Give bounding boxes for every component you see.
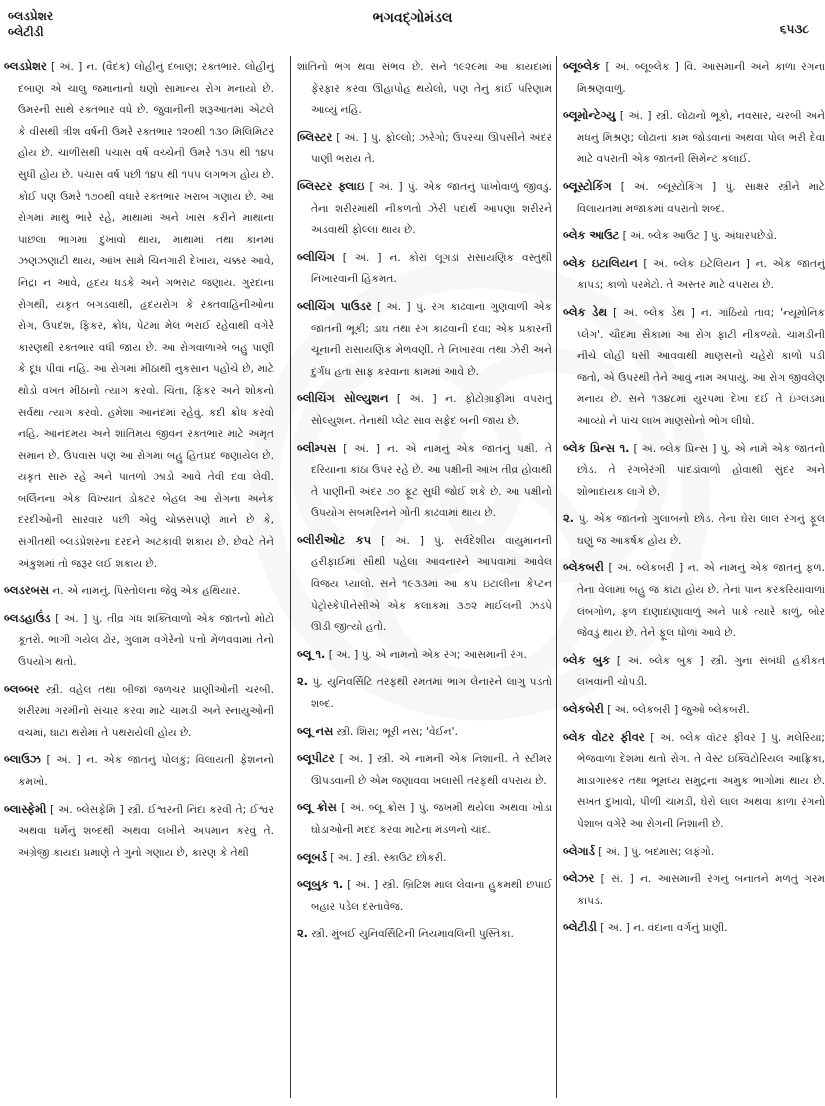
page-number: ૬૫૩૮ [779, 22, 809, 36]
dictionary-entry [4, 749, 274, 793]
dictionary-entry [563, 508, 825, 552]
entry-definition: [ અં. ] સ્ત્રી. એ નામની એક નિશાની. તે સ્ટીમર ઊપડવાની છે એમ જણાવવા ખલાસી તરફથી વપરાય છે. [311, 753, 552, 787]
entry-definition: [ અં. બ્લેક પ્રિન્સ ] પું. એ નામે એક જાતનો છોડ. તે રંગબેરંગી પાંદડાંવાળો હોવાથી સુંદર અને શોભાદાયક લાગે છે. [577, 442, 825, 498]
entry-definition: [ અં. ] ન. એ નામનું એક જાતનું પક્ષી. તે દરિયાના કાંઠા ઉપર રહે છે. આ પક્ષીની આંખ તીવ્ર હોવાથી તે પાણીની અંદર ૭૦ ફૂટ સુધી જોઈ શકે છે. આ પક્ષીનો ઉપયોગ સબમરિનને ગોતી કાઢવામાં થાય છે. [311, 442, 552, 520]
entry-definition: [ અં. ] ન. વંદાના વર્ગનું પ્રાણી. [600, 922, 728, 935]
entry-headword: બ્લીચિંગ પાઉડર [297, 298, 372, 313]
entry-headword: બ્લૂસ્ટોકિંગ [563, 178, 612, 193]
dictionary-entry [297, 56, 552, 122]
column-2 [290, 56, 552, 1098]
entry-definition: [ અં. બ્લૂબ્લેક ] વિ. આસમાની અને કાળા રંગના મિશ્રણવાળું. [577, 61, 825, 95]
dictionary-entry [297, 748, 552, 792]
entry-headword: બ્લીમ્પસ [297, 440, 337, 455]
entry-definition: [ અં. ] પું. સર્વદેશીય વાયુમાનની હરીફાઈમાં સૌથી પહેલા આવનારને આપવામાં આવેલ વિજય પ્યાલો. સને ૧૯૩૩માં આ કપ ઇટાલીના કેપ્ટન પેટ્રોસ્કેપીનેસીએ એક કલાકમાં ૩૭૨ માઈલની ઝડપે ઊડી જીત્યો હતો. [311, 534, 552, 634]
entry-definition: [ અં. ] સ્ત્રી. લોઢાનો ભૂકો, નવસાર, ચરબી અને મધનું મિશ્રણ; લોઢાનાં કામ જોડવાનાં અથવા પોલ ભરી દેવા માટે વપરાતી એક જાતની સિમેન્ટ કલાઈ. [577, 110, 825, 166]
entry-definition: શાંતિનો ભંગ થવા સંભવ છે. સને ૧૯૨૯માં આ કાયદામાં ફેરફાર કરવા ઊહાપોહ થયેલો, પણ તેનું કાંઈ પરિણામ આવ્યું નહિ. [297, 61, 552, 117]
dictionary-entry [563, 302, 825, 433]
entry-definition: [ અં. ] પું. રંગ કાઢવાના ગુણવાળી એક જાતની ભૂકી; ડાઘ તથા રંગ કાઢવાની દવા; એક પ્રકારની ચૂનાની રાસાયણિક મેળવણી. તે નિખારવા તથા ઝેરી અને દુર્ગંધ હતા સાફ કરવાના કામમાં આવે છે. [311, 300, 552, 378]
guide-word-first: બ્લડપ્રેશર [8, 9, 54, 23]
entry-headword: બ્લાઉઝ [4, 752, 41, 767]
entry-headword: બ્લેકબેરી [563, 702, 604, 717]
entry-headword: ૨. [563, 511, 575, 526]
entry-headword: બ્લેક પ્રિન્સ ૧. [563, 440, 630, 455]
entry-definition: [ અં. ] ન. ફોટોગ્રાફીમાં વપરાતું સોલ્યુશન. તેનાથી પ્લેટ સાવ સફેદ બની જાય છે. [311, 393, 552, 427]
entry-definition: સ્ત્રી. વહેલ તથા બીજાં જળચર પ્રાણીઓની ચરબી. શરીરમાં ગરમીનો સંચાર કરવા માટે ચામડી અને સ્નાયુઓની વચમાં, ઘાટા થરોમાં તે પથરાયેલી હોય છે. [18, 683, 274, 739]
entry-definition: [ અં. બ્લેક વૉટર ફીવર ] પું. મલેરિયા; ભેજવાળા દેશમાં થતો રોગ. તે વેસ્ટ ઇક્વિટોરિયલ આફ્રિકા, માડાગાસ્કર તથા ભૂમધ્ય સમુદ્રના અમુક ભાગોમાં થાય છે. સખત દુખાવો, પીળી ચામડી, ઘેરો લાલ અથવા કાળા રંગનો પેશાબ વગેરે આ રોગની નિશાની છે. [577, 731, 825, 830]
dictionary-entry [563, 105, 825, 171]
entry-definition: સ્ત્રી. શિરા; ભૂરી નસ; 'વેઈન'. [336, 725, 458, 738]
column-3 [556, 56, 825, 1098]
dictionary-entry [297, 388, 552, 432]
entry-definition: [ અં. ] પું. બદમાસ; લફંગો. [598, 845, 715, 858]
entry-headword: બ્લેક ડેથ [563, 304, 608, 319]
dictionary-entry [297, 127, 552, 171]
entry-headword: બ્લૂબર્ડ [297, 849, 327, 864]
entry-headword: બ્લેક ઇટાલિયન [563, 255, 638, 270]
entry-headword: બ્લડહાઉંડ [4, 610, 51, 625]
dictionary-entry [563, 557, 825, 644]
dictionary-entry [4, 580, 274, 603]
dictionary-entry [297, 247, 552, 291]
dictionary-entry [4, 679, 274, 745]
dictionary-entry [297, 530, 552, 639]
entry-definition: [ અં. બ્લેક ડેથ ] ન. ગાંઠિયો તાવ; 'ન્યૂમોનિક પ્લેગ'. ચૌદમા સૈકામાં આ રોગ ફાટી નીકળ્યો. ચામડીની નીચે લોહી ધસી આવવાથી માણસનો ચહેરો કાળો પડી જતો, એ ઉપરથી તેને આવું નામ અપાયું. આ રોગ જીવલેણ મનાય છે. સને ૧૩૪૮માં યુરપમાં દેખા દઈ તે ઇંગ્લંડમાં આવ્યો ને પાંચ લાખ માણસોનો ભોગ લીધો. [577, 306, 825, 427]
entry-definition: [ અં. ] પું. એ નામનો એક રંગ; આસમાની રંગ. [328, 648, 527, 661]
entry-definition: પું. એક જાતનો ગુલાબનો છોડ. તેના ઘેરા લાલ રંગનું ફૂલ ઘણું જ આકર્ષક હોય છે. [577, 513, 825, 547]
entry-headword: બ્લેક આઉટ [563, 228, 620, 243]
entry-headword: બ્લિસ્ટર [297, 129, 333, 144]
dictionary-entry [563, 699, 825, 722]
dictionary-entry [297, 296, 552, 383]
entry-definition: [ અં. બ્લેક આઉટ ] પું. અંધારપછેડો. [622, 230, 777, 243]
entry-definition: [ અં. બ્લેક ઇટેલિયન ] ન. એક જાતનું કાપડ; કાળો પરમેટો. તે અસ્તર માટે વપરાય છે. [577, 257, 825, 292]
entry-headword: બ્લબ્બર [4, 681, 40, 696]
entry-definition: [ અં. બ્લેક બુક ] સ્ત્રી. ગુના સંબંધી હકીકત લખવાની ચોપડી. [577, 654, 825, 689]
dictionary-entry [563, 56, 825, 100]
entry-headword: બ્લડરબસ [4, 583, 50, 598]
dictionary-entry [297, 923, 552, 946]
entry-headword: ૨. [297, 674, 309, 689]
entry-headword: બ્લીચિંગ [297, 249, 335, 264]
entry-definition: [ અં. ] ન. (વૈદક) લોહીનું દબાણ; રક્તભાર. લોહીનું દબાણ એ ચાલુ જમાનાનો ઘણો સામાન્ય રોગ મનાયો છે. ઉમરની સાથે રક્તભાર વધે છે. જુવાનીની શરૂઆતમાં એટલે કે વીસથી ત્રીશ વર્ષની ઉમરે રક્તભાર ૧૨૦થી ૧૩૦ મિલિમિટર હોય છે. ચાળીસથી પચાસ વર્ષ વચ્ચેની ઉમરે ૧૩૫ થી ૧૪૫ સુધી હોય છે. પચાસ વર્ષ પછી ૧૪૫ થી ૧૫૫ લગભગ હોય છે. કોઈ પણ ઉમરે ૧૭૦થી વધારે રક્તભાર ખરાબ ગણાય છે. આ રોગમાં માથું ભારે રહે, માથામાં અને ખાસ કરીને માથાના પાછલા ભાગમાં દુખાવો થાય, માથામાં તથા કાનમાં ઝણઝણાટી થાય, આંખ સામે ચિનગારી દેખાય, ચક્કર આવે, નિદ્રા ન આવે, હૃદય ધડકે અને ગભરાટ જણાય. ગુરદાના રોગથી, યકૃત બગડવાથી, હૃદયરોગ કે રક્તવાહિનીઓના રોગ, ઉપદંશ, ફિકર, ક્રોધ, પેટમાં મેલ ભરાઈ રહેવાથી વગેરે કારણથી રક્તભાર વધી જાય છે. આ રોગવાળાએ બહુ પાણી કે દૂધ પીવાં નહિ. આ રોગમાં મીઠાથી નુકસાન પહોંચે છે, માટે થોડો વખત મીઠાનો ત્યાગ કરવો. ચિંતા, ફિકર અને શોકનો સર્વથા ત્યાગ કરવો. હમેશા આનંદમાં રહેવું. કદી ક્રોધ કરવો નહિ. આનંદમય અને શાંતિમય જીવન રક્તભાર માટે અમૃત સમાન છે. ઉપવાસ પણ આ રોગમાં બહુ હિતપ્રદ જણાયેલ છે. યકૃત સારું રહે અને પાતળો ઝાડો આવે તેવી દવા લેવી. બર્લિનના એક વિખ્યાત ડોક્ટર બેહલ આ રોગના અનેક દરદીઓની સારવાર પછી એવું ચોક્કસપણે માને છે કે, સંગીતથી બ્લડપ્રેશરના દરદને અટકાવી શકાય છે. છેવટે તેને અંકુશમાં તો જરૂર લઈ શકાય છે. [18, 61, 275, 570]
entry-headword: બ્લૂબ્લેક [563, 59, 601, 73]
entry-definition: [ અં. બ્લેસફેમિ ] સ્ત્રી. ઈશ્વરની નિંદા કરવી તે; ઈશ્વર અથવા ધર્મનું શબ્દથી અથવા લખીને અપમાન કરવું તે. અંગ્રેજી કાયદા પ્રમાણે તે ગુનો ગણાય છે, કારણ કે તેથી [18, 803, 274, 859]
entry-headword: બ્લીરીઓટ કપ [297, 532, 372, 547]
entry-definition: પું. યુનિવર્સિટિ તરફથી રમતમાં ભાગ લેનારને લાગુ પડતો શબ્દ. [311, 676, 552, 711]
entry-definition: ન. એ નામનું. પિસ્તોલના જેવું એક હથિયાર. [52, 585, 241, 598]
dictionary-entry [563, 176, 825, 220]
entry-definition: [ અં. ] સ્ત્રી. બ્રિટિશ માલ લેવાના હુકમથી છપાઈ બહાર પડેલ દસ્તાવેજ. [311, 879, 552, 913]
entry-headword: બ્લૂ ક્રોસ [297, 800, 337, 815]
dictionary-entry [563, 438, 825, 504]
entry-headword: બ્લડપ્રેશર [4, 59, 47, 73]
page-header [0, 0, 825, 48]
dictionary-entry [297, 176, 552, 242]
entry-definition: [ સં. ] ન. આસમાની રંગનું બનાતને મળતું ગરમ કાપડ. [577, 873, 825, 907]
entry-definition: સ્ત્રી. મુંબઈ યુનિવર્સિટિની નિયમાવલિની પુસ્તિકા. [311, 928, 514, 941]
dictionary-entry [4, 56, 274, 575]
entry-definition: [ અં. ] ન. કોરાં લૂગડાં રાસાયણિક વસ્તુથી નિખારવાની હિકમત. [311, 251, 552, 286]
running-title: ભગવદ્ગોમંડલ [372, 10, 453, 26]
entry-headword: બ્લૂ નસ [297, 723, 334, 738]
entry-headword: બ્લૂ ૧. [297, 646, 326, 661]
dictionary-entry [563, 225, 825, 248]
dictionary-entry [297, 797, 552, 841]
dictionary-entry [4, 608, 274, 674]
entry-headword: બ્લેક વોટર ફીવર [563, 729, 645, 744]
entry-definition: [ અં. ] પું. તીવ્ર ગંધ શક્તિવાળો એક જાતનો મોટો કૂતરો. ભાગી ગયેલ ઢોર, ગુલામ વગેરેનો પત્તો મેળવવામાં તેનો ઉપયોગ થતો. [18, 612, 274, 669]
entry-definition: [ અં. ] પું. ફોલ્લો; ઝરેગો; ઉપરચા ઊપસીને અંદર પાણી ભરાય તે. [311, 131, 553, 166]
entry-headword: બ્લેગાર્ડ [563, 843, 595, 858]
dictionary-entry [563, 253, 825, 297]
dictionary-entry [4, 799, 274, 865]
entry-definition: [ અં. ] પું. એક જાતનું પાંખોવાળું જીવડું. તેના શરીરમાંથી નીકળતો ઝેરી પદાર્થ આપણા શરીરને અડવાથી ફોલ્લા થાય છે. [311, 180, 552, 237]
dictionary-entry [297, 874, 552, 918]
dictionary-entry [297, 671, 552, 715]
entry-definition: [ અં. બ્લૂસ્ટોકિંગ ] પું. સાક્ષર સ્ત્રીને માટે વિલાયતમાં મજાકમાં વપરાતો શબ્દ. [577, 180, 825, 215]
entry-definition: [ અં. બ્લેકબરી ] જુઓ બ્લેકબરી. [607, 704, 750, 717]
dictionary-entry [563, 727, 825, 836]
entry-headword: બ્લિસ્ટર ફ્લાઇ [297, 178, 365, 193]
dictionary-entry [297, 644, 552, 667]
entry-headword: બ્લેકબરી [563, 560, 604, 575]
entry-headword: બ્લેક બુક [563, 652, 611, 667]
entry-headword: બ્લૂમોન્ટેગ્યુ [563, 108, 616, 123]
dictionary-entry [563, 841, 825, 864]
dictionary-entry [563, 650, 825, 694]
entry-headword: બ્લેઝર [563, 871, 595, 886]
entry-headword: બ્લાસ્ફેમી [4, 801, 47, 816]
entry-definition: [ અં. ] સ્ત્રી. સ્કાઉટ છોકરી. [330, 851, 447, 864]
dictionary-entry [297, 721, 552, 744]
guide-word-last: બ્લેટીડી [8, 25, 44, 39]
dictionary-entry [563, 868, 825, 912]
entry-headword: બ્લૂબુક ૧. [297, 877, 344, 892]
entry-headword: ૨. [297, 926, 309, 941]
dictionary-entry [563, 917, 825, 940]
dictionary-entry [297, 847, 552, 870]
entry-definition: [ અં. ] ન. એક જાતનું પોલકું; વિલાયતી ફેશનનો કમખો. [18, 754, 274, 788]
entry-definition: [ અં. બ્લેકબરી ] ન. એ નામનું એક જાતનું ફળ. તેના વેલામાં બહુ જ કાંટા હોય છે. તેનાં પાન કરકરિયાંવાળાં લંબગોળ, ફળ દાણાદાણાવાળું અને પાકે ત્યારે કાળું, બોર જેવડું થાય છે. તેને ફૂલ ધોળાં આવે છે. [577, 562, 825, 640]
column-1 [4, 56, 274, 1098]
entry-definition: [ અં. બ્લૂ ક્રોસ ] પું. જખમી થયેલા અથવા ખોડા ઘોડાઓની મદદ કરવા માટેના મંડળનો ચાંદ. [311, 802, 552, 836]
entry-headword: બ્લેટીડી [563, 920, 597, 935]
dictionary-entry [297, 438, 552, 525]
entry-headword: બ્લૂપીટર [297, 751, 335, 766]
entry-headword: બ્લીચિંગ સોલ્યુશન [297, 391, 389, 406]
